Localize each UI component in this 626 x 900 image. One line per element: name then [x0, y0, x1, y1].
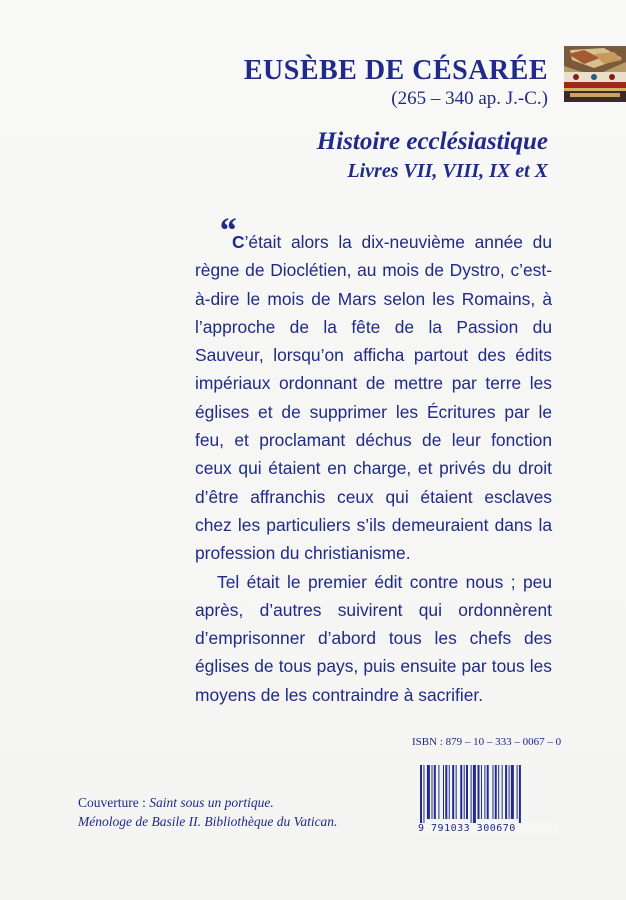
barcode-bar	[466, 765, 468, 819]
cover-credits	[78, 793, 337, 831]
quote-text	[195, 228, 552, 709]
barcode-bar	[460, 765, 462, 819]
barcode-bars	[418, 765, 558, 825]
isbn-label: ISBN : 879 – 10 – 333 – 0067 – 0	[412, 736, 562, 748]
quote-paragraph-2: Tel était le premier édit contre nous ; peu après, d’autres suivirent qui ordonnèrent d’emprisonner d’abord tous les chefs des églises de tous pays, puis ensuite par tous les moyens de les contraindre à sacrifier.	[195, 571, 552, 705]
book-title: Histoire ecclésiastique	[316, 128, 548, 155]
barcode-bar	[509, 765, 510, 819]
barcode-bar	[420, 765, 422, 825]
barcode-bar	[517, 765, 518, 819]
barcode-bar	[484, 765, 485, 819]
barcode-bar	[445, 765, 447, 819]
barcode-bar	[492, 765, 493, 819]
barcode-bar	[511, 765, 514, 819]
barcode-bar	[432, 765, 433, 819]
barcode-bar	[505, 765, 507, 819]
barcode-bar	[423, 765, 424, 825]
author-name: EUSÈBE DE CÉSARÉE	[243, 55, 548, 86]
barcode-bar	[438, 765, 439, 819]
barcode-bar	[443, 765, 444, 819]
barcode-bar	[449, 765, 450, 819]
barcode-bar	[481, 765, 482, 819]
barcode-bar	[434, 765, 436, 819]
barcode-bar	[427, 765, 430, 819]
cover-art-thumbnail-icon	[564, 46, 626, 102]
barcode-bar	[519, 765, 521, 825]
author-dates: (265 – 340 ap. J.-C.)	[391, 88, 548, 109]
book-subtitle: Livres VII, VIII, IX et X	[347, 160, 548, 182]
quote-initial: C	[232, 232, 245, 252]
barcode-bar	[464, 765, 465, 819]
barcode-bar	[495, 765, 497, 819]
barcode-bar	[473, 765, 476, 825]
credits-value: Saint sous un portique.	[149, 795, 274, 810]
quote-mark: “	[218, 210, 236, 250]
barcode-bar	[471, 765, 472, 825]
barcode-bar	[502, 765, 503, 819]
barcode-digits: 9 791033 300670	[418, 823, 558, 834]
barcode-bar	[498, 765, 499, 819]
barcode-bar	[456, 765, 457, 819]
barcode-bar	[478, 765, 480, 819]
barcode-bar	[452, 765, 454, 819]
credits-label: Couverture :	[78, 795, 150, 810]
credits-line-1	[78, 793, 337, 812]
barcode-bar	[487, 765, 489, 819]
quote-paragraph-1-text: ’était alors la dix-neuvième année du règne de Dioclétien, au mois de Dystro, c’est-à-dire le mois de Mars selon les Romains, à l’approche de la fête de la Passion du Sauveur, lorsqu’on afficha partout des édits impériaux ordonnant de mettre par terre les églises et de supprimer les Écritures par le feu, et proclamant déchus de leur fonction ceux qui étaient en charge, et privés du droit d’être affranchis ceux qui étaient esclaves chez les particuliers s’ils demeuraient dans la profession du christianisme.	[195, 232, 552, 564]
credits-line-2: Ménologe de Basile II. Bibliothèque du Vatican.	[78, 814, 338, 829]
quote-paragraph-1	[195, 228, 552, 568]
